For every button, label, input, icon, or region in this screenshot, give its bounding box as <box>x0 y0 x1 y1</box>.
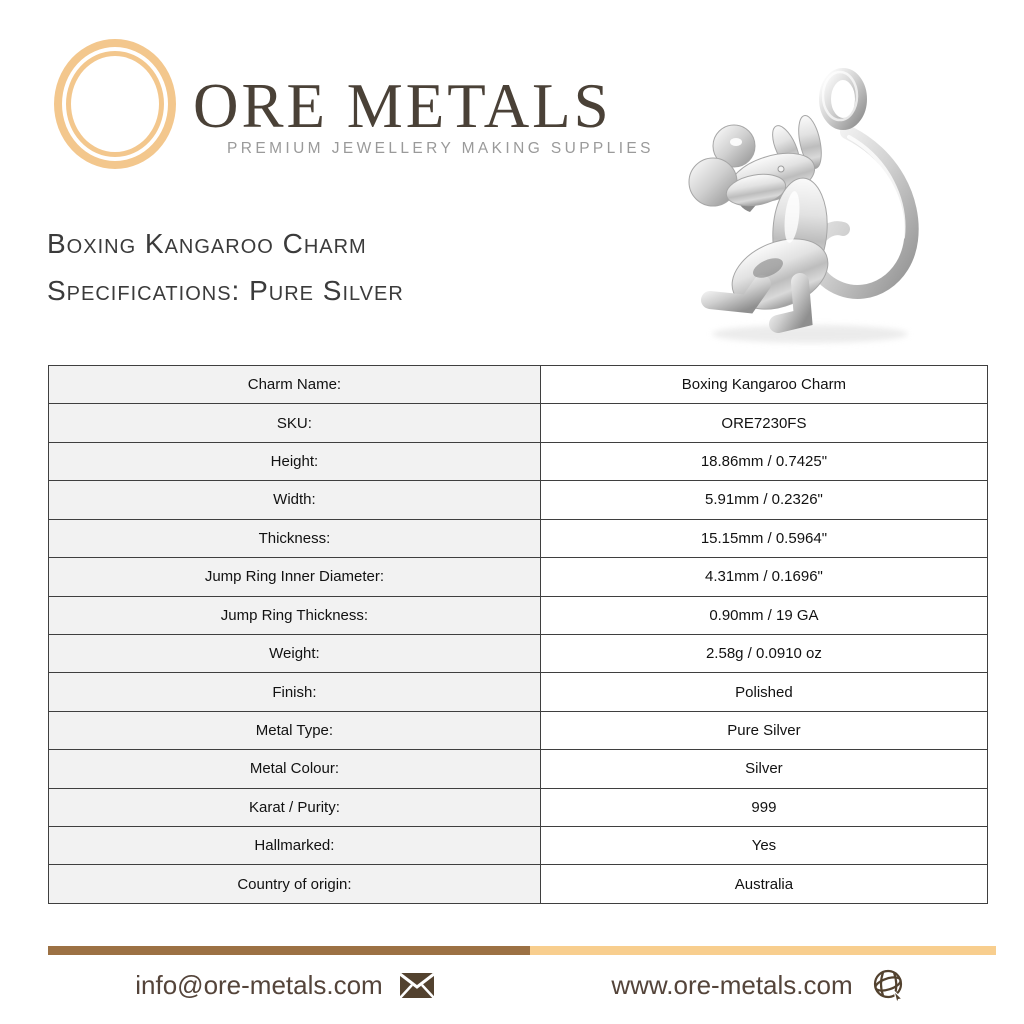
spec-table-row <box>49 558 988 596</box>
spec-table-row <box>49 634 988 672</box>
spec-value: Silver <box>540 750 987 788</box>
envelope-icon <box>399 972 435 999</box>
footer-email-link[interactable]: info@ore-metals.com <box>135 969 383 1000</box>
footer-email-group <box>48 962 522 1008</box>
spec-label: Metal Colour: <box>49 750 541 788</box>
spec-value: 0.90mm / 19 GA <box>540 596 987 634</box>
brand-name: ORE METALS <box>193 71 612 141</box>
spec-table-row <box>49 519 988 557</box>
spec-label: Width: <box>49 481 541 519</box>
footer-divider <box>48 946 996 955</box>
spec-table-row <box>49 404 988 442</box>
spec-label: Jump Ring Inner Diameter: <box>49 558 541 596</box>
spec-label: Charm Name: <box>49 366 541 404</box>
page-title-line2: Specifications: Pure Silver <box>47 275 404 306</box>
footer-divider-right-segment <box>530 946 996 955</box>
spec-table-row <box>49 750 988 788</box>
spec-table-row <box>49 442 988 480</box>
spec-value: Pure Silver <box>540 711 987 749</box>
spec-label: Metal Type: <box>49 711 541 749</box>
product-photo-kangaroo-charm <box>650 42 968 350</box>
spec-value: 15.15mm / 0.5964" <box>540 519 987 557</box>
spec-table-row <box>49 673 988 711</box>
spec-value: 18.86mm / 0.7425" <box>540 442 987 480</box>
spec-table-row <box>49 481 988 519</box>
spec-label: Thickness: <box>49 519 541 557</box>
spec-table-row <box>49 596 988 634</box>
spec-table-row <box>49 711 988 749</box>
spec-label: Jump Ring Thickness: <box>49 596 541 634</box>
brand-logo-ring-icon <box>54 39 176 169</box>
brand-logo-inner-ring-icon <box>66 51 164 157</box>
footer-contacts <box>48 962 996 1008</box>
spec-label: Hallmarked: <box>49 827 541 865</box>
page-title <box>47 220 404 314</box>
spec-table-row <box>49 865 988 904</box>
charm-tail-loop <box>814 132 912 292</box>
spec-value: Australia <box>540 865 987 904</box>
charm-shadow <box>712 325 908 343</box>
spec-value: Yes <box>540 827 987 865</box>
spec-value: ORE7230FS <box>540 404 987 442</box>
globe-icon <box>869 966 907 1004</box>
footer-website-link[interactable]: www.ore-metals.com <box>611 969 853 1000</box>
spec-table-row <box>49 788 988 826</box>
spec-label: Weight: <box>49 634 541 672</box>
brand-tagline: PREMIUM JEWELLERY MAKING SUPPLIES <box>227 140 654 157</box>
spec-value: 999 <box>540 788 987 826</box>
spec-label: Country of origin: <box>49 865 541 904</box>
spec-label: Height: <box>49 442 541 480</box>
charm-kangaroo-body <box>689 114 838 324</box>
footer-divider-left-segment <box>48 946 530 955</box>
spec-label: SKU: <box>49 404 541 442</box>
spec-value: 2.58g / 0.0910 oz <box>540 634 987 672</box>
spec-label: Finish: <box>49 673 541 711</box>
spec-value: 4.31mm / 0.1696" <box>540 558 987 596</box>
spec-table-row <box>49 827 988 865</box>
spec-value: Boxing Kangaroo Charm <box>540 366 987 404</box>
spec-value: Polished <box>540 673 987 711</box>
spec-value: 5.91mm / 0.2326" <box>540 481 987 519</box>
spec-label: Karat / Purity: <box>49 788 541 826</box>
spec-table-row <box>49 366 988 404</box>
page-title-line1: Boxing Kangaroo Charm <box>47 228 367 259</box>
specification-table <box>48 365 988 904</box>
footer-website-group <box>522 962 996 1008</box>
